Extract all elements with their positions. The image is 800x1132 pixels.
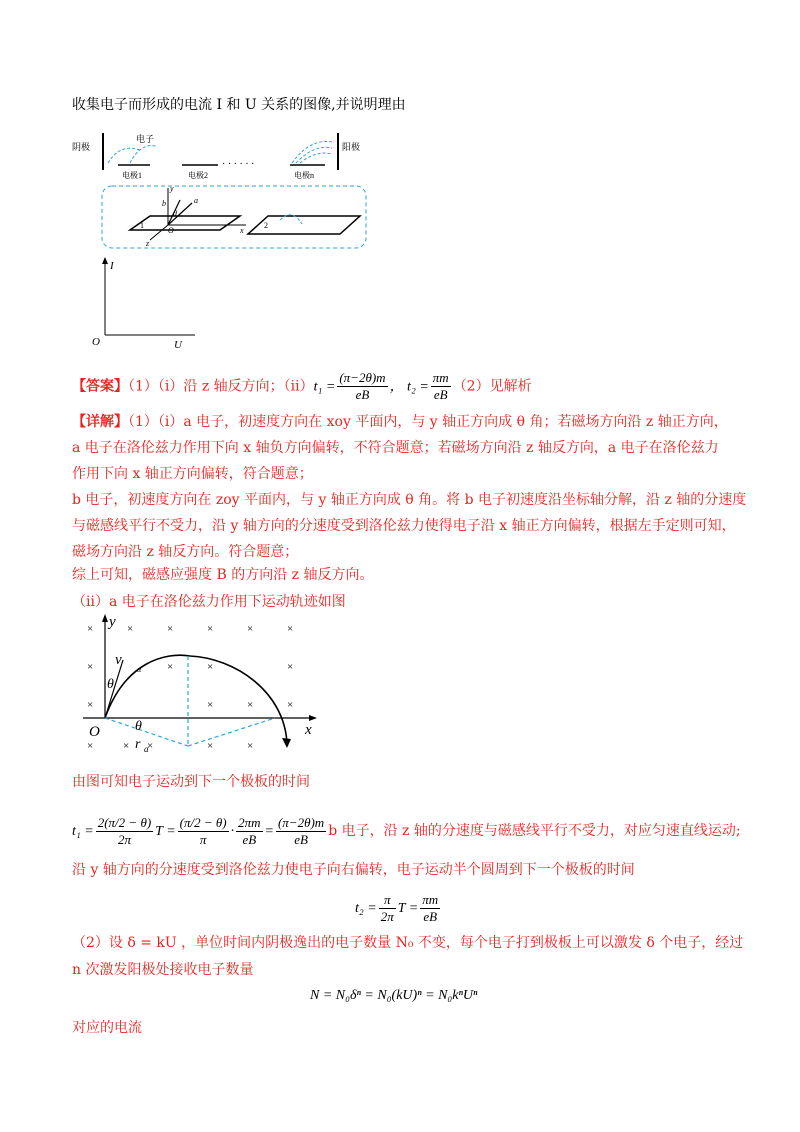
iu-origin: O [92,336,100,348]
part2-line-1: （2）设 δ = kU ，单位时间内阴极逸出的电子数量 N₀ 不变，每个电子打到极板上可以激发 δ 个电子，经过 [72,935,744,951]
fig2-theta-label: θ [107,677,114,692]
cross-mark: × [87,699,94,711]
cross-mark: × [247,699,254,711]
dots-label: · · · · · · [222,159,255,170]
cross-mark: × [207,699,214,711]
answer-t1-lhs: t₁ = [313,379,336,395]
answer-text-b: （2）见解析 [452,378,532,395]
fig2-theta2-label: θ [135,719,142,734]
fig1-origin-label: O [168,226,174,235]
platen-label: 电极n [294,171,314,180]
cross-mark: × [247,740,254,752]
detail-line-5: 与磁感线平行不受力，沿 y 轴方向的分速度受到洛伦兹力使得电子沿 x 轴正方向偏转，根据左手定则可知， [72,518,736,534]
cross-mark: × [247,623,254,635]
fig2-v-label: v [115,652,122,668]
cathode-label: 阴极 [72,142,91,152]
f2-fraction [178,815,229,848]
t1-formula-line [72,808,741,855]
fig1-z-label: z [146,239,150,248]
calc-line-1: 由图可知电子运动到下一个极板的时间 [72,774,310,790]
fig1-theta-label: θ [173,209,177,218]
f1-den: 2π [117,831,131,847]
fig1-plate1-number: 1 [140,221,144,230]
fig1-x-label: x [240,226,244,235]
answer-line [72,370,532,403]
cross-mark: × [207,623,214,635]
cross-mark: × [287,699,294,711]
g1-num: π [379,892,396,909]
answer-t2-fraction [431,370,451,403]
fig1-a-label: a [194,196,198,205]
f1-fraction [96,815,153,848]
part2-line-3: 对应的电流 [72,1020,142,1036]
answer-t1-fraction [337,370,387,403]
iu-graph [90,255,200,350]
cross-mark: × [167,623,174,635]
g2-fraction [420,892,440,925]
detail-text-1: （1）（ⅰ）a 电子，初速度方向在 xoy 平面内，与 y 轴正方向成 θ 角；若磁场方向沿 z 轴正方向， [128,414,728,430]
part2-line-2: n 次激发阳极处接收电子数量 [72,962,254,978]
answer-t2-lhs: ， t₂ = [389,379,429,395]
cross-mark: × [87,740,94,752]
answer-text-a: （1）（ⅰ）沿 z 轴反方向；（ⅱ） [128,378,314,395]
fig1-b-label: b [162,199,166,208]
apparatus-figure [70,128,380,253]
answer-t2-num: πm [432,370,449,385]
t2-mid: T = [397,901,419,916]
fig2-r-label: r [135,737,141,752]
fig2-r-sub: a [144,744,149,754]
cross-mark: × [287,623,294,635]
cross-mark: × [87,661,94,673]
anode-label: 阳极 [342,142,361,152]
answer-t1-den: eB [355,387,370,402]
calc-line-2-tail: b 电子，沿 z 轴的分速度与磁感线平行不受力，对应匀速直线运动; [328,823,741,839]
cross-mark: × [123,740,130,752]
t1-mult: · [230,824,235,839]
cross-mark: × [207,661,214,673]
fig1-plate2-number: 2 [264,221,268,230]
plate1-label: 电极1 [122,171,142,180]
iu-xlabel: U [174,339,182,350]
cross-mark: × [127,623,134,635]
part2-formula: N = N₀δⁿ = N₀(kU)ⁿ = N₀kⁿUⁿ [310,988,478,1003]
f4-fraction [276,815,326,848]
detail-line-7: 综上可知，磁感应强度 B 的方向沿 z 轴反方向。 [72,567,374,583]
g1-fraction [379,892,396,925]
f3-den: eB [242,831,257,847]
calc-line-3: 沿 y 轴方向的分速度受到洛伦兹力使电子向右偏转，电子运动半个圆周到下一个极板的时间 [72,862,635,878]
t1-lhs: t₁ = [72,824,94,839]
t1-mid: T = [155,824,176,839]
iu-ylabel: I [110,260,114,272]
cross-mark: × [287,661,294,673]
intro-text: 收集电子而形成的电流 I 和 U 关系的图像,并说明理由 [72,97,406,113]
fig2-origin: O [89,724,100,740]
f2-den: π [199,831,207,847]
fig2-x-label: x [305,722,312,738]
detail-line-8: （ⅱ）a 电子在洛伦兹力作用下运动轨迹如图 [72,594,346,610]
f3-num: 2πm [238,814,261,830]
detail-line-6: 磁场方向沿 z 轴反方向。符合题意； [72,544,299,560]
electron-label: 电子 [136,134,155,144]
f3-fraction [236,815,262,848]
answer-tag: 【答案】 [72,378,128,395]
f4-den: eB [294,831,308,847]
f4-num: (π−2θ)m [277,814,325,830]
g2-den: eB [423,908,438,924]
f1-num: 2(π/2 − θ) [97,814,152,830]
fig2-y-label: y [109,614,116,630]
t1-eq: = [264,824,274,839]
cross-mark: × [207,740,214,752]
answer-t2-den: eB [433,387,448,402]
g2-num: πm [422,891,439,907]
t2-lhs: t₂ = [355,901,377,916]
f2-num: (π/2 − θ) [179,814,227,830]
t2-formula-line [355,888,442,929]
fig2-alpha-label: α [137,665,142,674]
answer-t1-num: (π−2θ)m [339,370,386,385]
detail-line-3: 作用下向 x 轴正方向偏转，符合题意； [72,466,313,482]
g1-den: 2π [380,908,394,924]
detail-line-4: b 电子，初速度方向在 zoy 平面内，与 y 轴正方向成 θ 角。将 b 电子初速度沿坐标轴分解，沿 z 轴的分速度 [72,492,747,508]
detail-line-2: a 电子在洛伦兹力作用下向 x 轴负方向偏转，不符合题意；若磁场方向沿 z 轴反方向，a 电子在洛伦兹力 [72,440,719,456]
trajectory-figure [75,612,325,760]
cross-mark: × [167,661,174,673]
fig1-y-label: y [170,184,174,193]
detail-tag: 【详解】 [72,414,128,430]
cross-mark: × [87,623,94,635]
cross-mark: × [147,740,154,752]
detail-line-1 [72,412,728,432]
plate2-label: 电极2 [188,171,208,180]
